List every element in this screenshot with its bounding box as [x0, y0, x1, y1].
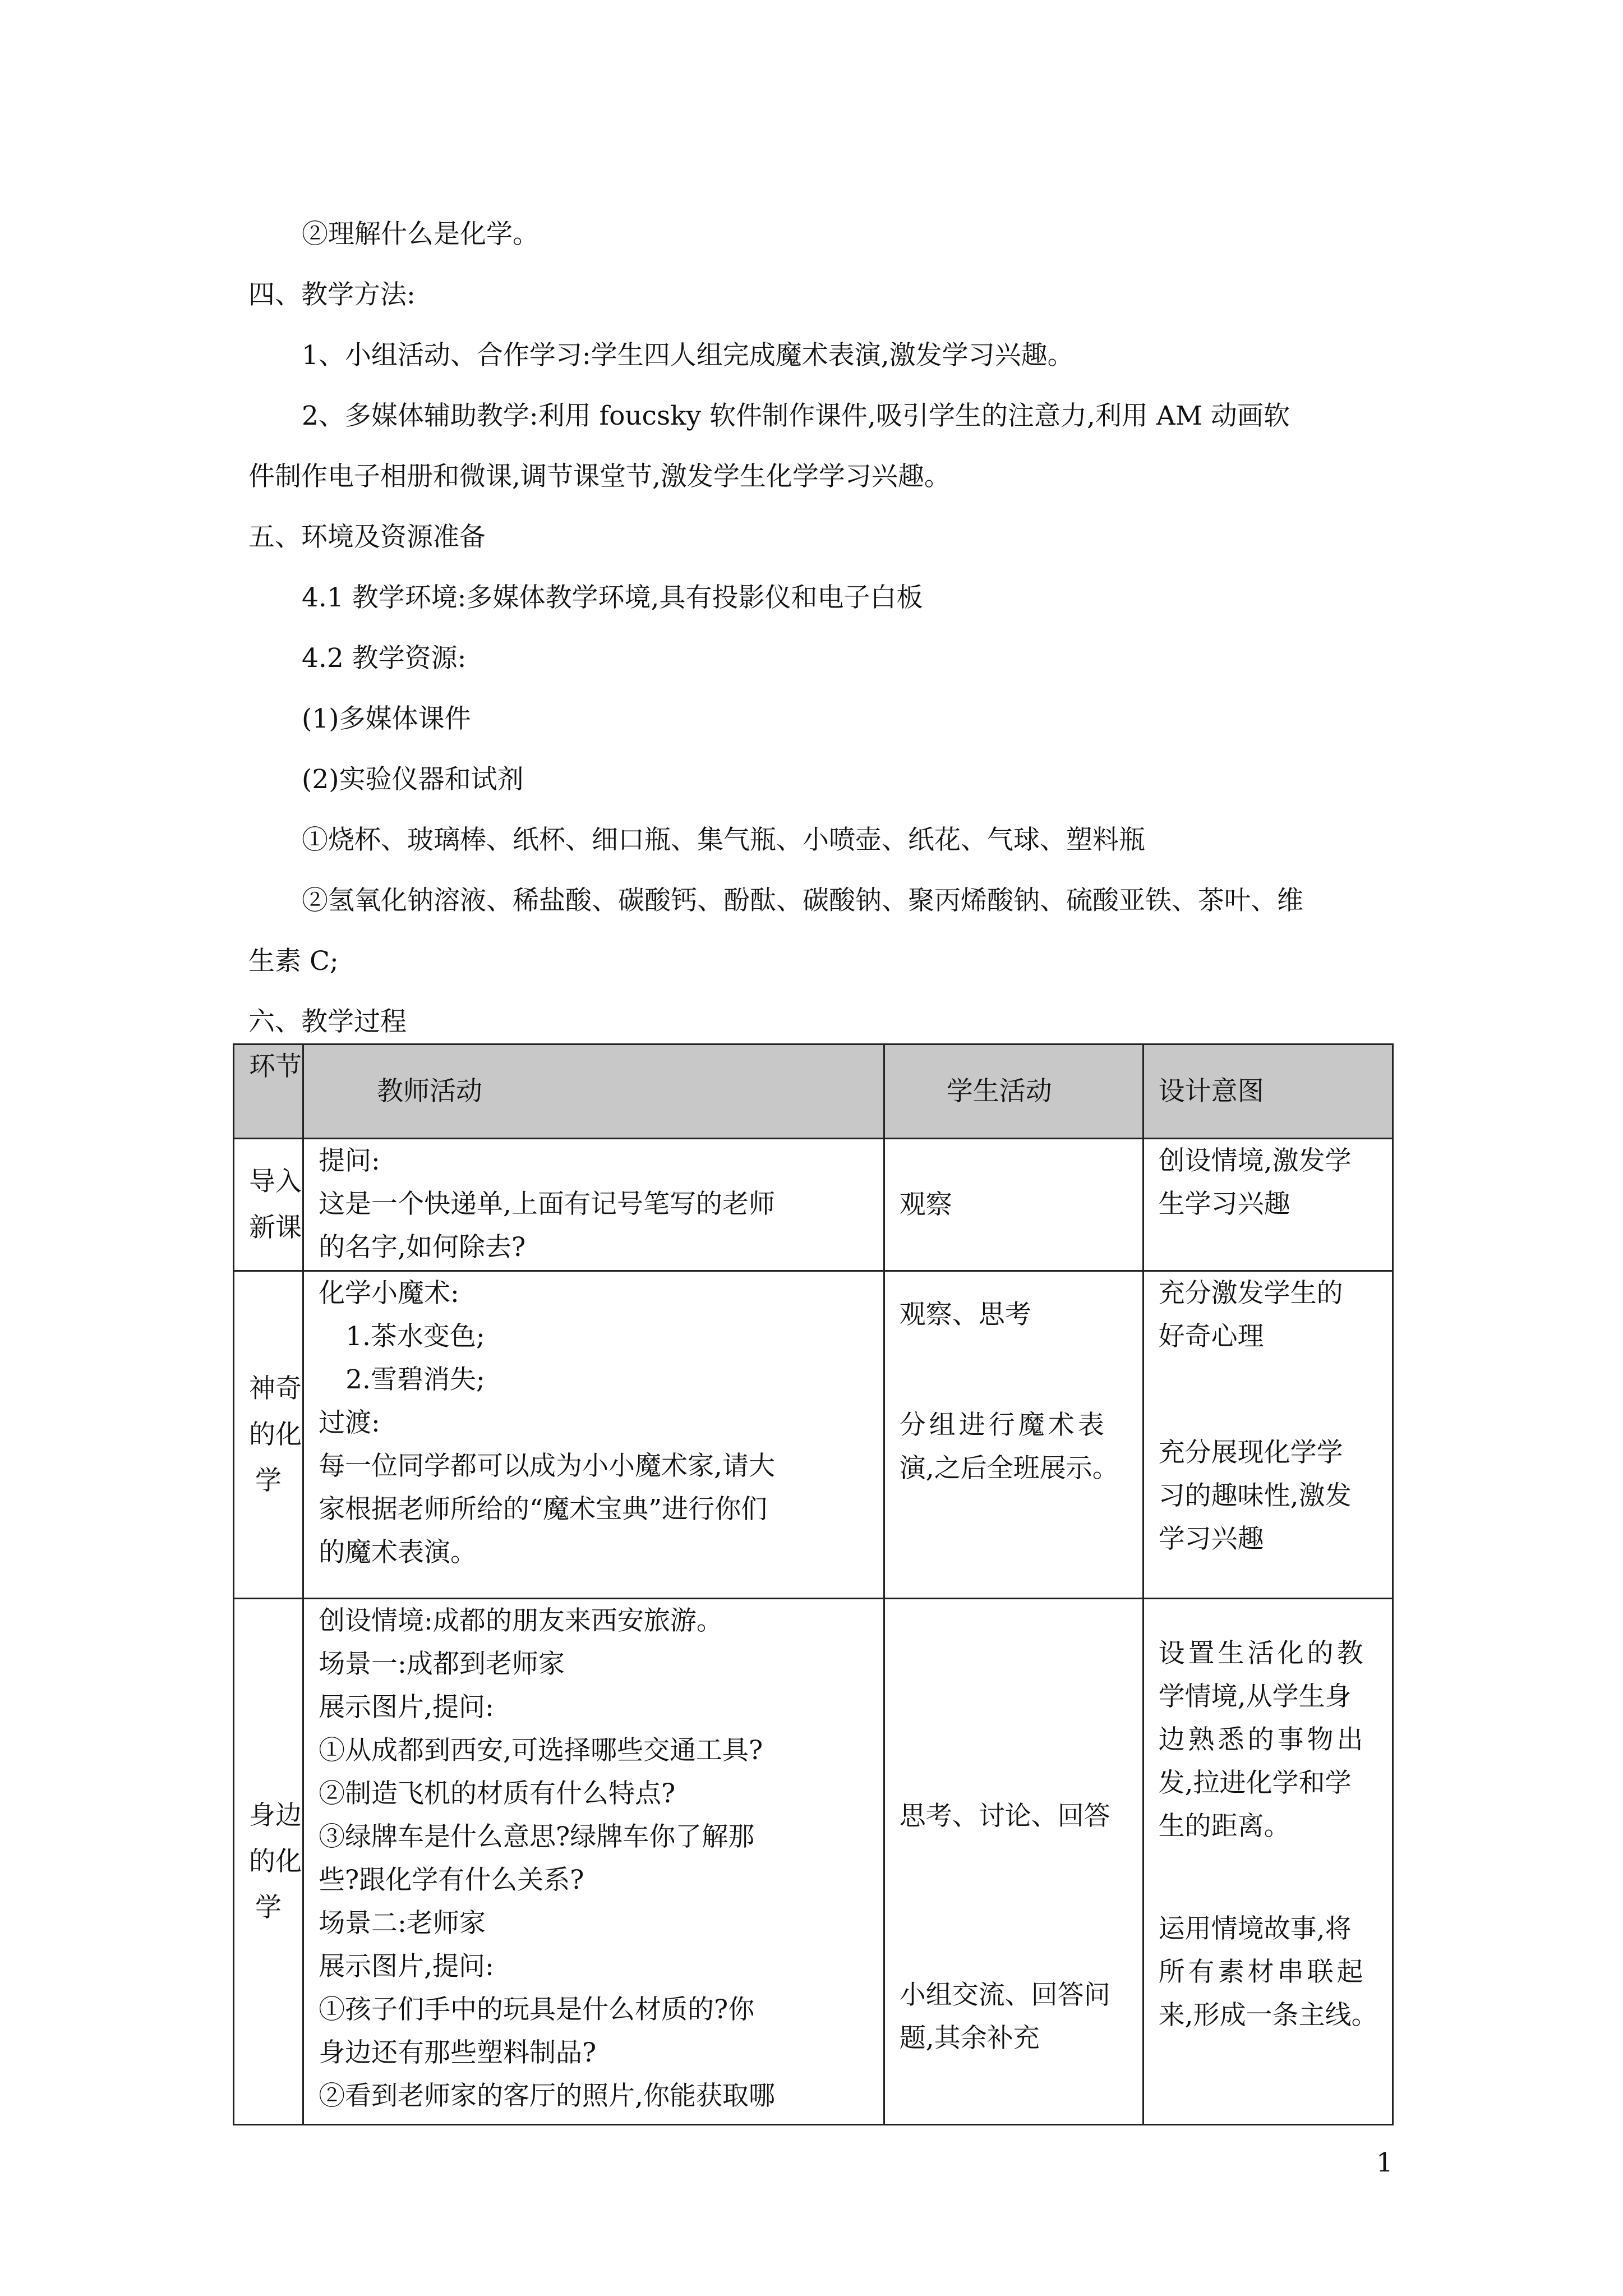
process-heading: 六、教学过程: [248, 1006, 407, 1037]
method-item-1: 1、小组活动、合作学习:学生四人组完成魔术表演,激发学习兴趣。: [302, 340, 1074, 371]
teacher-activity-cell: 提问: 这是一个快递单,上面有记号笔写的老师 的名字,如何除去?: [303, 1139, 884, 1271]
teacher-activity-cell: 化学小魔术: 1.茶水变色; 2.雪碧消失; 过渡: 每一位同学都可以成为小小魔术家,请大 家根据老师所给的“魔术宝典”进行你们 的魔术表演。: [303, 1271, 884, 1599]
design-intent-cell: 充分激发学生的 好奇心理 充分展现化学学 习的趣味性,激发 学习兴趣: [1143, 1271, 1393, 1599]
teacher-activity-cell: 创设情境:成都的朋友来西安旅游。 场景一:成都到老师家 展示图片,提问: ①从成都到西安,可选择哪些交通工具? ②制造飞机的材质有什么特点? ③绿牌车是什么意思?绿牌车你了解那 些?跟化学有什么关系? 场景二:老师家 展示图片,提问: ①孩子们手中的玩具是什么材质的?你 身边还有那些塑料制品? ②看到老师家的客厅的照片,你能获取哪: [303, 1599, 884, 2125]
table-row: [234, 1271, 1393, 1599]
reagent-list-line-2: 生素 C;: [248, 946, 339, 977]
teaching-environment: 4.1 教学环境:多媒体教学环境,具有投影仪和电子白板: [302, 582, 923, 613]
header-student-activity: 学生活动: [884, 1045, 1143, 1139]
student-activity-cell: 观察、思考 分组进行魔术表 演,之后全班展示。: [884, 1271, 1143, 1599]
header-teacher-activity: 教师活动: [303, 1045, 884, 1139]
table-header-row: [234, 1045, 1393, 1139]
stage-cell: 导入 新课: [234, 1139, 303, 1271]
stage-cell: 身边 的化 学: [234, 1599, 303, 2125]
header-design-intent: 设计意图: [1143, 1045, 1393, 1139]
page-number: 1: [1376, 2147, 1393, 2178]
resource-instruments-reagents: (2)实验仪器和试剂: [302, 764, 524, 795]
design-intent-cell: 创设情境,激发学 生学习兴趣: [1143, 1139, 1393, 1271]
header-stage: 环节: [234, 1045, 303, 1139]
reagent-list-line-1: ②氢氧化钠溶液、稀盐酸、碳酸钙、酚酞、碳酸钠、聚丙烯酸钠、硫酸亚铁、茶叶、维: [302, 885, 1303, 916]
teaching-process-table: [233, 1043, 1394, 2125]
instrument-list: ①烧杯、玻璃棒、纸杯、细口瓶、集气瓶、小喷壶、纸花、气球、塑料瓶: [302, 825, 1145, 855]
student-activity-cell: 观察: [884, 1139, 1143, 1271]
goal-item-2: ②理解什么是化学。: [302, 219, 539, 250]
methods-heading: 四、教学方法:: [248, 279, 416, 310]
teaching-resources: 4.2 教学资源:: [302, 643, 467, 674]
resource-courseware: (1)多媒体课件: [302, 703, 471, 734]
design-intent-cell: 设置生活化的教 学情境,从学生身 边熟悉的事物出 发,拉进化学和学 生的距离。 运用情境故事,将 所有素材串联起 来,形成一条主线。: [1143, 1599, 1393, 2125]
method-item-2-line-1: 2、多媒体辅助教学:利用 foucsky 软件制作课件,吸引学生的注意力,利用 AM 动画软: [302, 401, 1290, 431]
resources-heading: 五、环境及资源准备: [248, 522, 486, 553]
method-item-2-line-2: 件制作电子相册和微课,调节课堂节,激发学生化学学习兴趣。: [248, 461, 951, 492]
stage-cell: 神奇 的化 学: [234, 1271, 303, 1599]
table-row: [234, 1599, 1393, 2125]
table-row: [234, 1139, 1393, 1271]
student-activity-cell: 思考、讨论、回答 小组交流、回答问 题,其余补充: [884, 1599, 1143, 2125]
